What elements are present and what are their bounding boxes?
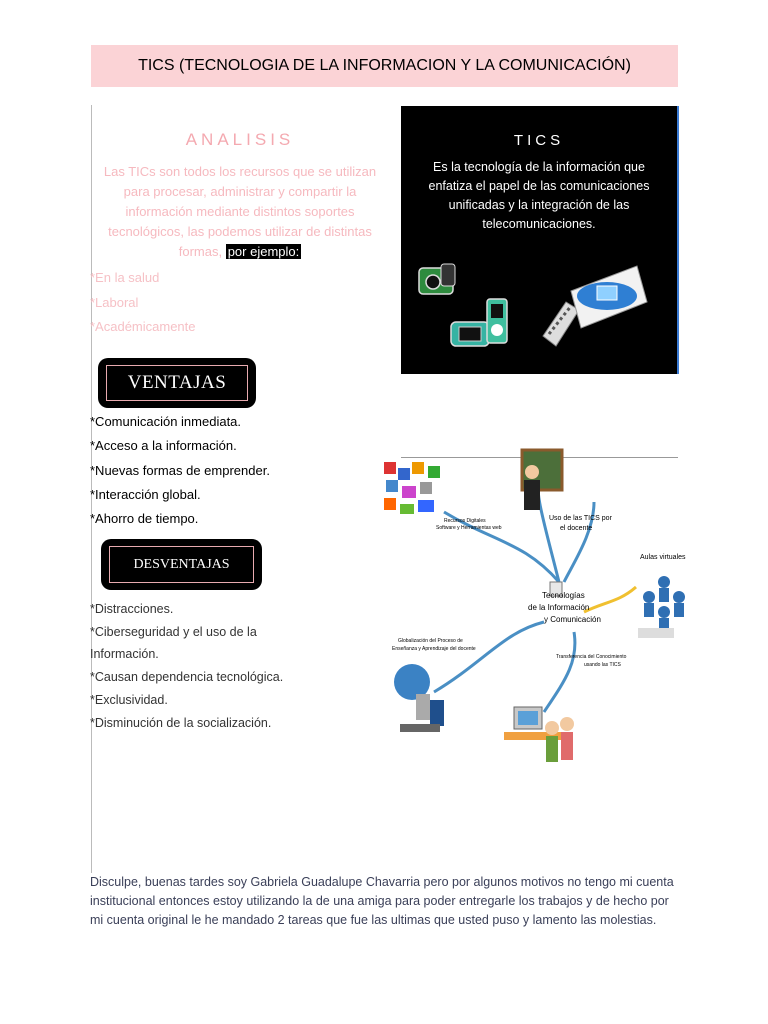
node-recursos-1: Recursos Digitales	[444, 518, 486, 524]
center-line-1: Tecnologías	[542, 591, 585, 600]
list-item: *Acceso a la información.	[90, 438, 237, 454]
node-transfer-1: Transferencia del Conocimiento	[556, 654, 627, 660]
node-global-1: Globalización del Proceso de	[398, 638, 463, 644]
analisis-heading: ANALISIS	[185, 130, 295, 149]
list-item: *Interacción global.	[90, 486, 201, 502]
desventajas-label: DESVENTAJAS	[109, 546, 254, 583]
handheld-icon	[451, 322, 489, 346]
desventajas-badge	[101, 539, 262, 590]
page-title: TICS (TECNOLOGIA DE LA INFORMACION Y LA COMUNICACIÓN)	[138, 57, 631, 74]
teacher-icon	[522, 450, 562, 510]
devices-illustration	[401, 106, 677, 374]
list-item: *Nuevas formas de emprender.	[90, 462, 270, 478]
list-item: *Causan dependencia tecnológica.	[90, 670, 284, 685]
player-icon	[487, 299, 507, 343]
ventajas-list	[90, 410, 270, 531]
desventajas-list	[90, 598, 283, 734]
ventajas-badge	[98, 358, 256, 408]
analisis-list	[90, 266, 196, 340]
projector-icon	[543, 302, 579, 346]
list-item: *En la salud	[90, 270, 160, 285]
list-item: *Laboral	[90, 294, 139, 310]
list-item: *Disminución de la socialización.	[90, 715, 272, 730]
footer-note: Disculpe, buenas tardes soy Gabriela Guadalupe Chavarria pero por algunos motivos no tengo mi cuenta institucional entonces estoy utilizando la de una amiga para poder entregarle los trabajos y de hecho por mi cuenta original le he mandado 2 tareas que fue las ultimas que usted puso y lamento las molestias.	[90, 875, 674, 927]
analisis-paragraph	[97, 162, 383, 262]
node-aulas: Aulas virtuales	[640, 554, 686, 561]
node-global-2: Enseñanza y Aprendizaje del docente	[392, 646, 476, 652]
center-line-3: y Comunicación	[544, 615, 601, 624]
center-node	[528, 582, 601, 624]
highlight-text: por ejemplo:	[227, 244, 300, 259]
mind-map	[374, 432, 740, 787]
tics-panel	[401, 106, 679, 374]
list-item: *Ciberseguridad y el uso de la	[90, 624, 257, 639]
ventajas-label: VENTAJAS	[106, 365, 248, 401]
node-uso-2: el docente	[560, 525, 593, 532]
camera-icon	[419, 264, 455, 294]
list-item: *Académicamente	[90, 319, 196, 334]
list-item: Información.	[90, 647, 159, 662]
list-item: *Exclusividad.	[90, 692, 168, 707]
node-recursos-2: Software y Herramientas web	[436, 525, 502, 531]
tics-title: TICS	[513, 132, 565, 149]
students-computer-icon	[504, 707, 574, 762]
list-item: *Comunicación inmediata.	[90, 414, 242, 429]
cloud-screen-icon	[571, 266, 647, 328]
analisis-text: Las TICs son todos los recursos que se utilizan para procesar, administrar y compartir la información mediante distintos soportes tecnológicos, las podemos utilizar de distintas formas,	[103, 164, 377, 259]
node-transfer-2: usando las TICS	[584, 662, 621, 668]
list-item: *Distracciones.	[90, 602, 174, 616]
center-line-2: de la Información	[528, 603, 590, 612]
people-network-icon	[638, 576, 685, 638]
tics-text: Es la tecnología de la información que enfatiza el papel de las comunicaciones unificadas y la integración de las telecomunicaciones.	[428, 160, 650, 231]
node-uso-1: Uso de las TICS por	[549, 515, 612, 522]
title-bar	[91, 45, 678, 87]
globe-network-icon	[394, 664, 444, 732]
list-item: *Ahorro de tiempo.	[90, 511, 199, 527]
apps-cluster-icon	[384, 462, 440, 514]
